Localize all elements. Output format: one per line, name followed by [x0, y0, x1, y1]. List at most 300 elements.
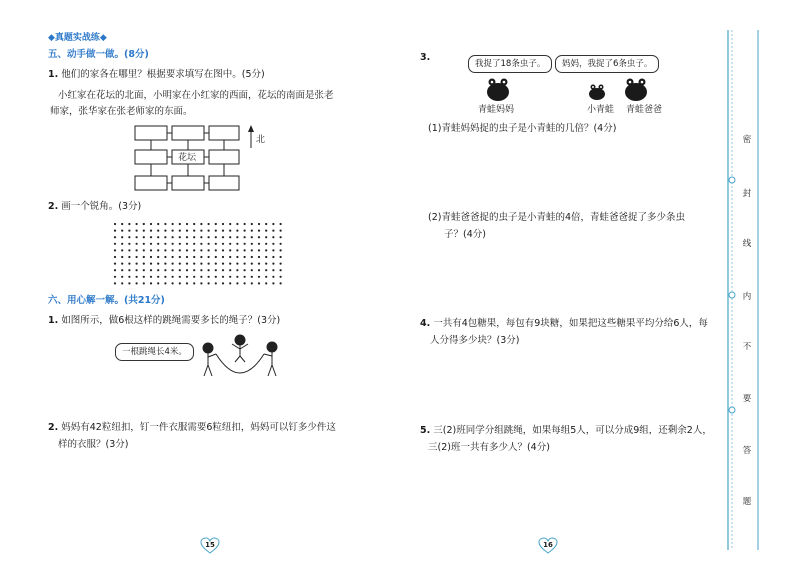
grid-dot	[172, 282, 174, 284]
grid-dot	[265, 243, 267, 245]
grid-box-w[interactable]	[135, 150, 167, 164]
grid-dot	[172, 230, 174, 232]
grid-dot	[236, 282, 238, 284]
grid-dot	[272, 256, 274, 258]
grid-dot	[200, 230, 202, 232]
grid-dot	[272, 230, 274, 232]
grid-dot	[150, 243, 152, 245]
grid-dot	[229, 230, 231, 232]
grid-dot	[157, 243, 159, 245]
grid-dot	[280, 263, 282, 265]
grid-dot	[258, 276, 260, 278]
question-5-line2: 三(2)班一共有多少人？(4分)	[428, 442, 550, 453]
question-5-1	[48, 68, 265, 82]
grid-dot	[229, 276, 231, 278]
grid-dot	[172, 236, 174, 238]
grid-dot	[179, 249, 181, 251]
grid-dot	[229, 223, 231, 225]
grid-dot	[193, 236, 195, 238]
grid-dot	[150, 282, 152, 284]
grid-dot	[193, 243, 195, 245]
grid-dot	[200, 243, 202, 245]
grid-dot	[143, 223, 145, 225]
grid-dot	[229, 282, 231, 284]
grid-dot	[236, 230, 238, 232]
grid-dot	[251, 243, 253, 245]
section5-title: 五、动手做一做。(8分)	[48, 49, 149, 60]
grid-dot	[193, 282, 195, 284]
grid-dot	[114, 249, 116, 251]
grid-dot	[186, 256, 188, 258]
grid-dot	[128, 223, 130, 225]
grid-dot	[143, 269, 145, 271]
grid-dot	[222, 223, 224, 225]
grid-dot	[244, 282, 246, 284]
grid-dot	[215, 276, 217, 278]
grid-dot	[172, 256, 174, 258]
grid-dot	[222, 263, 224, 265]
grid-dot	[114, 243, 116, 245]
grid-dot	[136, 276, 138, 278]
kids-jump-rope-illustration	[196, 332, 296, 382]
grid-dot	[265, 230, 267, 232]
rope-length-bubble: 一根跳绳长4米。	[115, 343, 194, 361]
grid-dot	[136, 256, 138, 258]
seal-char-7: 答	[742, 446, 752, 456]
grid-dot	[179, 282, 181, 284]
frog-dad-icon	[625, 83, 647, 101]
small-frog-icon	[589, 88, 605, 100]
grid-dot	[236, 249, 238, 251]
grid-dot	[222, 256, 224, 258]
grid-dot	[236, 236, 238, 238]
grid-dot	[208, 236, 210, 238]
grid-dot	[251, 249, 253, 251]
grid-dot	[143, 249, 145, 251]
frog-mom-speech-bubble: 我捉了18条虫子。	[468, 55, 552, 73]
grid-dot	[172, 276, 174, 278]
seal-char-3: 线	[742, 239, 752, 249]
grid-dot	[222, 249, 224, 251]
grid-dot	[150, 236, 152, 238]
grid-dot	[179, 236, 181, 238]
question-text: 如图所示，做6根这样的跳绳需要多长的绳子？(3分)	[61, 315, 281, 326]
grid-dot	[143, 263, 145, 265]
question-6-1	[48, 314, 280, 328]
grid-dot	[258, 249, 260, 251]
grid-dot	[236, 276, 238, 278]
grid-dot	[265, 236, 267, 238]
grid-dot	[179, 256, 181, 258]
grid-dot	[186, 236, 188, 238]
grid-dot	[150, 256, 152, 258]
frogs-illustration	[470, 74, 690, 104]
seal-char-5: 不	[742, 342, 752, 352]
question-3-sub2-line2: 子？(4分)	[444, 229, 486, 240]
grid-dot	[280, 243, 282, 245]
grid-dot	[157, 230, 159, 232]
grid-dot	[136, 282, 138, 284]
grid-dot	[186, 282, 188, 284]
grid-dot	[128, 236, 130, 238]
grid-dot	[186, 223, 188, 225]
grid-dot	[186, 269, 188, 271]
grid-dot	[136, 230, 138, 232]
grid-dot	[251, 223, 253, 225]
grid-dot	[229, 263, 231, 265]
grid-box-se[interactable]	[209, 176, 239, 190]
grid-dot	[172, 269, 174, 271]
grid-dot	[265, 223, 267, 225]
grid-dot	[265, 249, 267, 251]
grid-dot	[186, 276, 188, 278]
grid-dot	[164, 276, 166, 278]
grid-dot	[200, 249, 202, 251]
grid-dot	[164, 223, 166, 225]
grid-dot	[164, 243, 166, 245]
grid-dot	[193, 276, 195, 278]
grid-dot	[128, 230, 130, 232]
grid-dot	[258, 230, 260, 232]
question-5-1-desc-line1: 小红家在花坛的北面，小明家在小红家的西面，花坛的南面是张老	[58, 90, 334, 101]
grid-dot	[236, 263, 238, 265]
grid-dot	[193, 223, 195, 225]
question-4-line2: 人分得多少块？(3分)	[430, 335, 520, 346]
grid-dot	[244, 249, 246, 251]
grid-dot	[236, 243, 238, 245]
grid-dot	[208, 282, 210, 284]
question-5-1-desc-line2: 师家，张华家在张老师家的东面。	[50, 106, 193, 117]
grid-dot	[208, 256, 210, 258]
section6-title: 六、用心解一解。(共21分)	[48, 295, 165, 306]
grid-dot	[280, 269, 282, 271]
grid-box-sw[interactable]	[135, 176, 167, 190]
grid-dot	[208, 230, 210, 232]
grid-dot	[215, 269, 217, 271]
seal-line-border	[712, 30, 762, 550]
north-arrow-icon	[248, 125, 254, 132]
grid-dot	[251, 256, 253, 258]
grid-dot	[222, 243, 224, 245]
grid-dot	[251, 269, 253, 271]
grid-dot	[157, 223, 159, 225]
grid-dot	[143, 256, 145, 258]
grid-dot	[229, 243, 231, 245]
grid-dot	[215, 249, 217, 251]
question-6-2-line2: 样的衣服？(3分)	[58, 439, 129, 450]
grid-dot	[136, 269, 138, 271]
grid-box-nw[interactable]	[135, 126, 167, 140]
grid-dot	[114, 276, 116, 278]
grid-dot	[280, 223, 282, 225]
page-number-16: 16	[543, 541, 553, 549]
frog-mom-label: 青蛙妈妈	[478, 105, 515, 115]
grid-dot	[215, 243, 217, 245]
question-text: 妈妈有42粒纽扣，钉一件衣服需要6粒纽扣，妈妈可以钉多少件这	[61, 422, 336, 433]
seal-char-4: 内	[742, 292, 752, 302]
question-text: 画一个锐角。(3分)	[61, 201, 142, 212]
question-text: 他们的家各在哪里？根据要求填写在图中。(5分)	[61, 69, 265, 80]
grid-dot	[121, 256, 123, 258]
grid-dot	[121, 263, 123, 265]
grid-dot	[128, 249, 130, 251]
question-number: 1.	[48, 315, 59, 326]
small-frog-speech-bubble: 妈妈，我捉了6条虫子。	[555, 55, 659, 73]
grid-box-s[interactable]	[172, 176, 204, 190]
grid-dot	[157, 236, 159, 238]
grid-dot	[258, 269, 260, 271]
grid-dot	[193, 256, 195, 258]
grid-dot	[143, 276, 145, 278]
grid-dot	[258, 256, 260, 258]
grid-box-e[interactable]	[209, 150, 239, 164]
grid-dot	[229, 256, 231, 258]
grid-dot	[172, 243, 174, 245]
grid-dot	[215, 256, 217, 258]
grid-dot	[244, 256, 246, 258]
grid-dot	[215, 236, 217, 238]
grid-dot	[222, 282, 224, 284]
grid-dot	[164, 282, 166, 284]
grid-dot	[128, 276, 130, 278]
grid-dot	[258, 236, 260, 238]
grid-dot	[193, 230, 195, 232]
grid-dot	[265, 263, 267, 265]
grid-dot	[258, 282, 260, 284]
grid-dot	[244, 269, 246, 271]
question-6-2-line1	[48, 421, 336, 435]
grid-dot	[157, 282, 159, 284]
frog-mom-icon	[487, 83, 509, 101]
grid-dot	[121, 230, 123, 232]
question-3-sub1: (1)青蛙妈妈捉的虫子是小青蛙的几倍？(4分)	[428, 123, 617, 134]
grid-box-n[interactable]	[172, 126, 204, 140]
grid-dot	[164, 230, 166, 232]
grid-dot	[179, 263, 181, 265]
grid-dot	[265, 256, 267, 258]
grid-dot	[157, 269, 159, 271]
grid-dot	[272, 263, 274, 265]
grid-dot	[215, 263, 217, 265]
grid-dot	[114, 269, 116, 271]
grid-dot	[186, 249, 188, 251]
grid-dot	[150, 223, 152, 225]
grid-box-ne[interactable]	[209, 126, 239, 140]
grid-dot	[244, 230, 246, 232]
grid-dot	[157, 276, 159, 278]
grid-dot	[258, 243, 260, 245]
grid-dot	[172, 263, 174, 265]
grid-dot	[179, 269, 181, 271]
grid-dot	[136, 243, 138, 245]
grid-dot	[272, 223, 274, 225]
grid-dot	[272, 282, 274, 284]
grid-dot	[280, 256, 282, 258]
grid-dot	[114, 256, 116, 258]
grid-dot	[272, 236, 274, 238]
grid-dot	[121, 243, 123, 245]
grid-dot	[280, 236, 282, 238]
grid-dot	[121, 282, 123, 284]
grid-dot	[258, 223, 260, 225]
grid-dot	[114, 263, 116, 265]
grid-dot	[200, 269, 202, 271]
grid-dot	[128, 282, 130, 284]
flower-bed-label: 花坛	[178, 153, 197, 163]
grid-dot	[143, 230, 145, 232]
grid-dot	[128, 269, 130, 271]
grid-dot	[236, 269, 238, 271]
grid-dot	[150, 263, 152, 265]
grid-dot	[244, 276, 246, 278]
grid-dot	[258, 263, 260, 265]
grid-dot	[172, 249, 174, 251]
grid-dot	[244, 223, 246, 225]
seal-char-8: 题	[742, 497, 752, 507]
grid-dot	[200, 256, 202, 258]
grid-dot	[208, 243, 210, 245]
grid-dot	[208, 223, 210, 225]
grid-dot	[200, 236, 202, 238]
grid-dot	[200, 263, 202, 265]
grid-dot	[136, 223, 138, 225]
grid-dot	[222, 276, 224, 278]
grid-dot	[179, 243, 181, 245]
grid-dot	[251, 263, 253, 265]
north-label: 北	[256, 135, 266, 145]
grid-dot	[265, 276, 267, 278]
grid-dot	[121, 223, 123, 225]
grid-dot	[121, 269, 123, 271]
grid-dot	[150, 276, 152, 278]
grid-dot	[128, 263, 130, 265]
grid-dot	[136, 236, 138, 238]
seal-char-1: 密	[742, 135, 752, 145]
grid-dot	[157, 256, 159, 258]
grid-dot	[143, 236, 145, 238]
question-4-line1	[420, 317, 708, 331]
grid-dot	[280, 249, 282, 251]
grid-dot	[128, 243, 130, 245]
grid-dot	[200, 276, 202, 278]
grid-dot	[251, 282, 253, 284]
grid-dot	[280, 230, 282, 232]
question-number: 1.	[48, 69, 59, 80]
grid-dot	[114, 282, 116, 284]
grid-dot	[193, 269, 195, 271]
grid-dot	[244, 243, 246, 245]
grid-dot	[229, 269, 231, 271]
grid-dot	[272, 276, 274, 278]
grid-dot	[193, 249, 195, 251]
grid-dot	[143, 243, 145, 245]
grid-dot	[208, 276, 210, 278]
grid-dot	[265, 282, 267, 284]
grid-dot	[272, 243, 274, 245]
question-number: 5.	[420, 425, 431, 436]
grid-dot	[164, 236, 166, 238]
question-number: 2.	[48, 201, 59, 212]
grid-dot	[179, 230, 181, 232]
grid-dot	[114, 223, 116, 225]
grid-dot	[236, 223, 238, 225]
grid-dot	[157, 263, 159, 265]
grid-dot	[150, 230, 152, 232]
grid-dot	[215, 230, 217, 232]
grid-dot	[265, 269, 267, 271]
grid-dot	[272, 269, 274, 271]
grid-dot	[200, 223, 202, 225]
grid-dot	[164, 249, 166, 251]
grid-dot	[121, 236, 123, 238]
grid-dot	[280, 282, 282, 284]
grid-dot	[244, 263, 246, 265]
grid-dot	[280, 276, 282, 278]
grid-dot	[251, 276, 253, 278]
question-3-sub2-line1: (2)青蛙爸爸捉的虫子是小青蛙的4倍，青蛙爸爸捉了多少条虫	[428, 212, 686, 223]
seal-char-2: 封	[742, 189, 752, 199]
question-5-line1	[420, 424, 712, 438]
grid-dot	[121, 249, 123, 251]
grid-dot	[215, 223, 217, 225]
question-number: 2.	[48, 422, 59, 433]
grid-dot	[222, 230, 224, 232]
grid-dot	[272, 249, 274, 251]
grid-dot	[121, 276, 123, 278]
grid-dot	[222, 269, 224, 271]
grid-dot	[172, 223, 174, 225]
grid-dot	[229, 236, 231, 238]
grid-dot	[200, 282, 202, 284]
question-number: 4.	[420, 318, 431, 329]
grid-dot	[114, 236, 116, 238]
question-5-2	[48, 200, 141, 214]
grid-dot	[143, 282, 145, 284]
grid-dot	[186, 230, 188, 232]
grid-dot	[164, 263, 166, 265]
grid-dot	[251, 230, 253, 232]
grid-dot	[150, 269, 152, 271]
page-number-15: 15	[205, 541, 215, 549]
grid-dot	[222, 236, 224, 238]
grid-dot	[164, 269, 166, 271]
grid-dot	[215, 282, 217, 284]
grid-dot	[208, 263, 210, 265]
small-frog-label: 小青蛙	[587, 105, 615, 115]
grid-dot	[179, 223, 181, 225]
grid-dot	[179, 276, 181, 278]
grid-dot	[114, 230, 116, 232]
question-text: 一共有4包糖果，每包有9块糖，如果把这些糖果平均分给6人，每	[433, 318, 708, 329]
grid-dot	[251, 236, 253, 238]
grid-dot	[150, 249, 152, 251]
grid-dot	[136, 263, 138, 265]
grid-dot	[236, 256, 238, 258]
question-text: 三(2)班同学分组跳绳，如果每组5人，可以分成9组，还剩余2人，	[433, 425, 712, 436]
grid-dot	[208, 269, 210, 271]
grid-dot	[208, 249, 210, 251]
grid-dot	[186, 263, 188, 265]
practice-header: ◆真题实战练◆	[48, 33, 107, 43]
grid-dot	[193, 263, 195, 265]
dot-grid[interactable]	[112, 221, 287, 287]
question-3-number: 3.	[420, 52, 431, 63]
grid-dot	[164, 256, 166, 258]
grid-dot	[229, 249, 231, 251]
grid-dot	[157, 249, 159, 251]
grid-dot	[128, 256, 130, 258]
grid-dot	[186, 243, 188, 245]
